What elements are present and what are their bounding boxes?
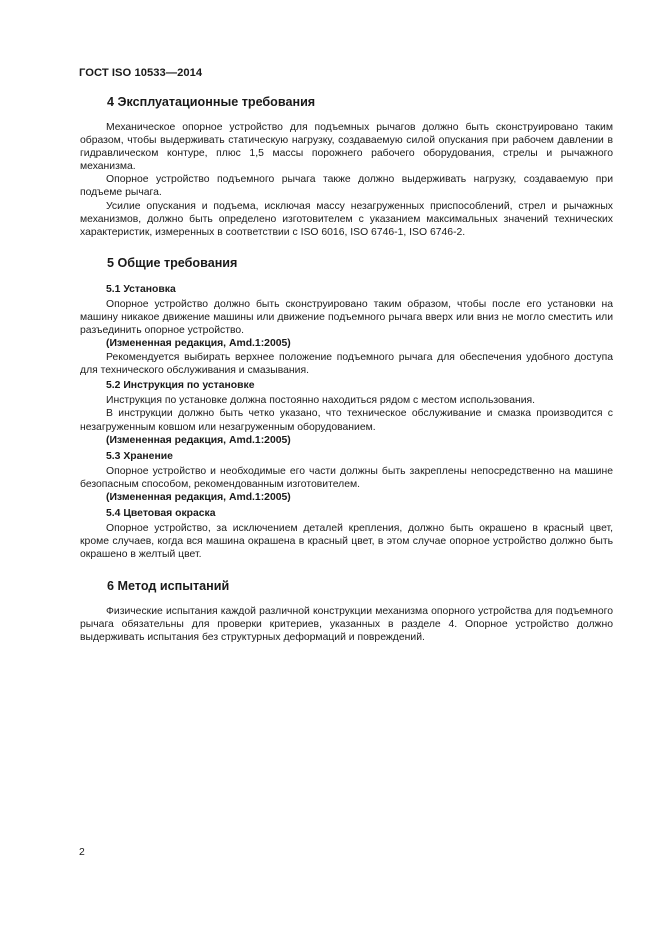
subsection-5-2-heading: 5.2 Инструкция по установке (106, 380, 255, 392)
section-6-paragraph: Физические испытания каждой различной конструкции механизма опорного устройства для подъемного рычага обязательны для проверки критериев, указанных в разделе 4. Опорное устройство должно выдерживать испытания без структурных деформаций и повреждений. (80, 606, 613, 644)
subsection-5-1-paragraph: Рекомендуется выбирать верхнее положение подъемного рычага для обеспечения удобного доступа для технического обслуживания и смазывания. (80, 352, 613, 377)
amendment-note: (Измененная редакция, Amd.1:2005) (106, 338, 291, 350)
subsection-5-2-paragraph: Инструкция по установке должна постоянно находиться рядом с местом использования. (106, 395, 536, 407)
section-6-heading: 6 Метод испытаний (107, 579, 230, 594)
subsection-5-4-paragraph: Опорное устройство, за исключением деталей крепления, должно быть окрашено в красный цвет, кроме случаев, когда вся машина окрашена в красный цвет, в этом случае опорное устройство должно быть окрашено в желтый цвет. (80, 522, 613, 560)
section-5-heading: 5 Общие требования (107, 255, 238, 270)
section-4-paragraph: Механическое опорное устройство для подъемных рычагов должно быть сконструировано таким образом, чтобы выдерживать статическую нагрузку, создаваемую силой опускания при рабочем давлении в гидравлическом контуре, плюс 1,5 массы порожнего рабочего оборудования, стрелы и рычажного механизма. (80, 122, 613, 173)
amendment-note: (Измененная редакция, Amd.1:2005) (106, 434, 291, 446)
section-4-heading: 4 Эксплуатационные требования (107, 95, 316, 109)
subsection-5-4-heading: 5.4 Цветовая окраска (106, 507, 216, 519)
subsection-5-2-paragraph: В инструкции должно быть четко указано, что техническое обслуживание и смазка производится с незагруженным ковшом или незагруженным оборудованием. (80, 408, 613, 433)
section-4-paragraph: Усилие опускания и подъема, исключая массу незагруженных приспособлений, стрел и рычажных механизмов, должно быть определено изготовителем с указанием максимальных значений технических характеристик, измеренных в соответствии с ISO 6016, ISO 6746-1, ISO 6746-2. (80, 200, 613, 238)
standard-header: ГОСТ ISO 10533—2014 (79, 67, 203, 79)
subsection-5-3-heading: 5.3 Хранение (106, 450, 173, 462)
amendment-note: (Измененная редакция, Amd.1:2005) (106, 491, 291, 503)
section-4-paragraph: Опорное устройство подъемного рычага также должно выдерживать нагрузку, создаваемую при подъеме рычага. (80, 174, 613, 199)
page-content (80, 95, 613, 644)
page-number: 2 (79, 847, 85, 858)
subsection-5-1-heading: 5.1 Установка (106, 283, 176, 295)
subsection-5-3-paragraph: Опорное устройство и необходимые его части должны быть закреплены непосредственно на машине безопасным способом, рекомендованным изготовителем. (80, 465, 613, 490)
subsection-5-1-paragraph: Опорное устройство должно быть сконструировано таким образом, чтобы после его установки на машину никакое движение машины или движение подъемного рычага вверх или вниз не могло сместить или разъединить опорное устройство. (80, 298, 613, 337)
